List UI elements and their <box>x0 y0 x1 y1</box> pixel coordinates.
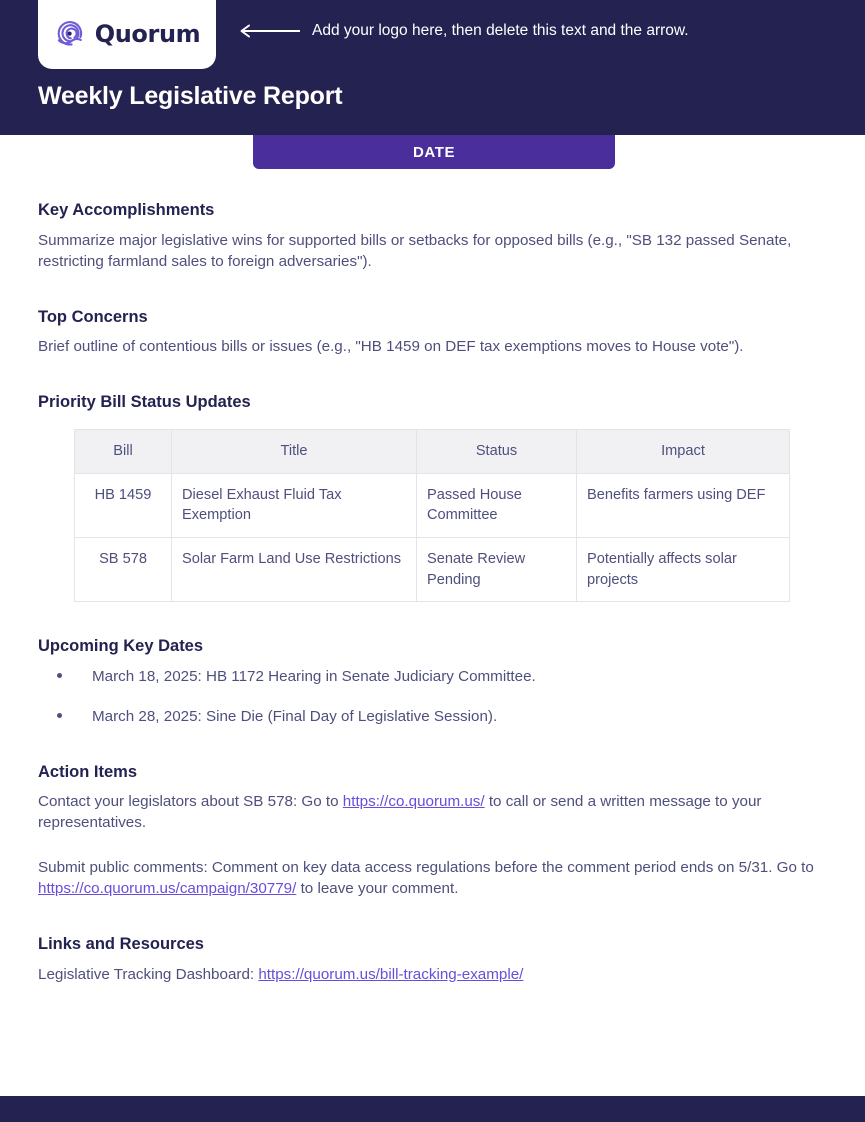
cell-status: Passed House Committee <box>417 473 577 537</box>
page-footer <box>0 1096 865 1122</box>
page-title: Weekly Legislative Report <box>38 82 343 110</box>
section-title-top-concerns: Top Concerns <box>38 307 148 326</box>
page-header <box>0 0 865 135</box>
upcoming-key-dates-list <box>38 666 827 728</box>
priority-bill-table <box>74 429 790 603</box>
cell-status: Senate Review Pending <box>417 537 577 601</box>
column-header-impact: Impact <box>577 429 790 473</box>
cell-impact: Benefits farmers using DEF <box>577 473 790 537</box>
table-row <box>75 473 790 537</box>
section-title-action-items: Action Items <box>38 762 138 781</box>
action-item-1-suffix: to call or send a written message to your representatives. <box>38 793 762 832</box>
list-item <box>38 666 827 687</box>
action-item-2-link[interactable]: https://co.quorum.us/campaign/30779/ <box>38 880 297 898</box>
section-title-links-and-resources: Links and Resources <box>38 935 204 954</box>
cell-bill: HB 1459 <box>75 473 172 537</box>
report-body <box>0 169 865 986</box>
logo-instruction-text: Add your logo here, then delete this text and the arrow. <box>312 22 689 39</box>
table-row <box>75 537 790 601</box>
cell-bill: SB 578 <box>75 537 172 601</box>
dashboard-link[interactable]: https://quorum.us/bill-tracking-example/ <box>258 965 524 983</box>
logo-card <box>38 0 216 69</box>
quorum-spiral-icon <box>54 18 86 50</box>
action-item-1-link[interactable]: https://co.quorum.us/ <box>342 793 485 811</box>
bullet-icon <box>57 673 62 678</box>
key-accomplishments-body: Summarize major legislative wins for supported bills or setbacks for opposed bills (e.g., "SB 132 passed Senate, restricting farmland sales to foreign adversaries"). <box>38 231 792 270</box>
top-concerns-body: Brief outline of contentious bills or issues (e.g., "HB 1459 on DEF tax exemptions moves to House vote"). <box>38 338 744 356</box>
list-item-text: March 28, 2025: Sine Die (Final Day of Legislative Session). <box>92 708 498 726</box>
section-title-priority-bill-status: Priority Bill Status Updates <box>38 393 251 412</box>
action-item-1-prefix: Contact your legislators about SB 578: Go to <box>38 793 343 811</box>
logo <box>54 18 201 50</box>
priority-bill-table-wrapper <box>38 429 827 603</box>
bullet-icon <box>57 713 62 718</box>
list-item <box>38 706 827 727</box>
section-title-key-accomplishments: Key Accomplishments <box>38 201 215 219</box>
column-header-bill: Bill <box>75 429 172 473</box>
links-and-resources-body <box>38 965 798 986</box>
action-item-2 <box>38 858 827 900</box>
column-header-status: Status <box>417 429 577 473</box>
cell-impact: Potentially affects solar projects <box>577 537 790 601</box>
column-header-title: Title <box>172 429 417 473</box>
logo-instruction-note <box>236 22 689 41</box>
action-item-1 <box>38 792 827 834</box>
action-item-2-prefix: Submit public comments: Comment on key data access regulations before the comment period ends on 5/31. Go to <box>38 859 814 877</box>
logo-wordmark: Quorum <box>94 19 201 48</box>
list-item-text: March 18, 2025: HB 1172 Hearing in Senate Judiciary Committee. <box>92 668 536 685</box>
cell-title: Solar Farm Land Use Restrictions <box>172 537 417 601</box>
date-banner[interactable]: DATE <box>253 135 615 169</box>
action-item-2-suffix: to leave your comment. <box>296 880 459 898</box>
cell-title: Diesel Exhaust Fluid Tax Exemption <box>172 473 417 537</box>
section-title-upcoming-key-dates: Upcoming Key Dates <box>38 637 204 656</box>
table-header-row <box>75 429 790 473</box>
left-arrow-icon <box>236 24 300 38</box>
dashboard-label: Legislative Tracking Dashboard: <box>38 965 259 983</box>
